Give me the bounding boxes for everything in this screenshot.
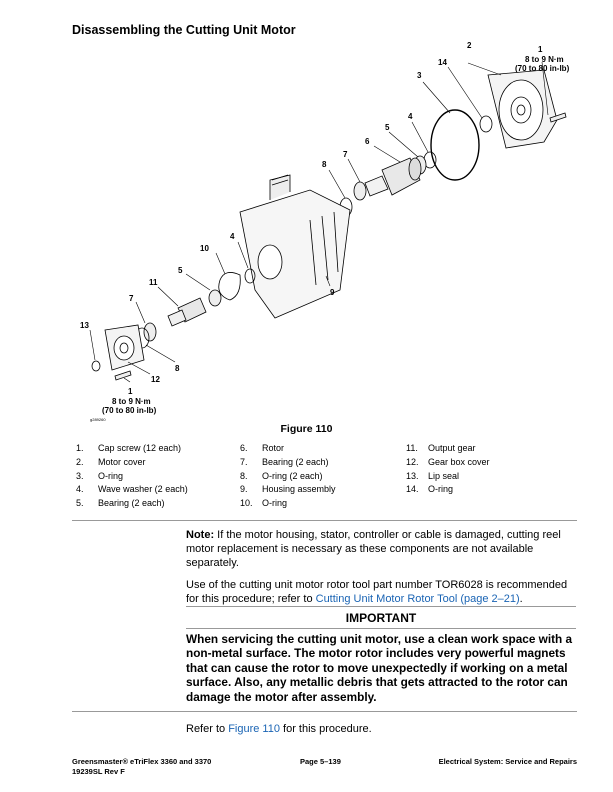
tool-paragraph: Use of the cutting unit motor rotor tool part number TOR6028 is recommended for this procedure; refer to Cutting Unit Motor Rotor Tool (page 2–21).	[186, 579, 568, 605]
motor-cover-part	[488, 70, 557, 148]
callout-11: 11	[149, 278, 158, 287]
legend-item: 13. Lip seal	[406, 470, 460, 481]
callout-13: 13	[80, 321, 89, 330]
divider	[72, 711, 577, 712]
callout-2: 2	[467, 41, 472, 50]
callout-4-top: 4	[408, 112, 413, 121]
legend-item: 12. Gear box cover	[406, 456, 490, 467]
footer-product: Greensmaster® eTriFlex 3360 and 3370	[72, 757, 212, 766]
note-label: Note:	[186, 529, 215, 541]
footer-page-number: Page 5–139	[300, 757, 341, 766]
callout-5-low: 5	[178, 266, 183, 275]
callout-7-top: 7	[343, 150, 348, 159]
torque-label-bottom-1: 8 to 9 N·m	[112, 397, 151, 406]
legend-column-3	[406, 442, 490, 497]
legend-item: 2. Motor cover	[76, 456, 146, 467]
legend-item: 11. Output gear	[406, 443, 476, 453]
note-block	[186, 528, 576, 614]
note-paragraph: Note: If the motor housing, stator, controller or cable is damaged, cutting reel motor replacement is necessary as these components are not available separately.	[186, 529, 561, 569]
callout-10: 10	[200, 244, 209, 253]
torque-label-bottom-2: (70 to 80 in-lb)	[102, 406, 157, 415]
callout-3: 3	[417, 71, 422, 80]
important-text: When servicing the cutting unit motor, use a clean work space with a non-metal surface. The motor rotor includes very powerful magnets that can cause the rotor to move unexpectedly if working on a metal surface. Also, any metallic debris that gets attracted to the rotor can damage the motor after assembly.	[186, 632, 573, 704]
callout-5-top: 5	[385, 123, 390, 132]
legend-item: 10. O-ring	[240, 498, 288, 509]
lip-seal-part	[92, 361, 100, 371]
important-heading: IMPORTANT	[186, 606, 576, 629]
callout-1-bottom: 1	[128, 387, 133, 396]
callout-1-top: 1	[538, 45, 543, 54]
torque-label-top-2: (70 to 80 in-lb)	[515, 64, 570, 73]
callout-12: 12	[151, 375, 160, 384]
figure-caption: Figure 110	[280, 423, 333, 435]
torque-label-top-1: 8 to 9 N·m	[525, 55, 564, 64]
page-title: Disassembling the Cutting Unit Motor	[72, 23, 296, 37]
legend-item: 9. Housing assembly	[240, 484, 336, 495]
legend-item: 8. O-ring (2 each)	[240, 470, 323, 481]
o-ring-part	[480, 116, 492, 132]
callout-6: 6	[365, 137, 370, 146]
figure-110-link[interactable]: Figure 110	[228, 723, 280, 735]
legend-item: 14. O-ring	[406, 484, 454, 495]
callout-4-low: 4	[230, 232, 235, 241]
rotor-part	[365, 158, 421, 196]
footer-left	[72, 757, 211, 777]
rotor-tool-link[interactable]: Cutting Unit Motor Rotor Tool (page 2–21)	[315, 593, 520, 605]
callout-9: 9	[330, 288, 335, 297]
callout-8-top: 8	[322, 160, 327, 169]
callout-7-low: 7	[129, 294, 134, 303]
exploded-motor-diagram	[60, 40, 600, 422]
footer-section: Electrical System: Service and Repairs	[438, 757, 577, 766]
legend-column-2	[240, 442, 336, 511]
legend-column-1	[76, 442, 188, 511]
image-id: g289260	[90, 417, 106, 422]
divider	[72, 520, 577, 521]
callout-8-low: 8	[175, 364, 180, 373]
gear-box-cover-part	[105, 325, 144, 370]
legend-item: 4. Wave washer (2 each)	[76, 484, 188, 495]
refer-line: Refer to Figure 110 for this procedure.	[186, 723, 372, 735]
legend-item: 1. Cap screw (12 each)	[76, 443, 182, 453]
legend-item: 5. Bearing (2 each)	[76, 498, 165, 509]
legend-item: 3. O-ring	[76, 470, 124, 481]
footer-doc-number: 19239SL Rev F	[72, 767, 125, 776]
legend-item: 7. Bearing (2 each)	[240, 456, 329, 467]
gasket-o-ring-part	[219, 272, 241, 300]
legend-item: 6. Rotor	[240, 443, 285, 453]
large-o-ring-part	[431, 110, 479, 180]
callout-14: 14	[438, 58, 447, 67]
